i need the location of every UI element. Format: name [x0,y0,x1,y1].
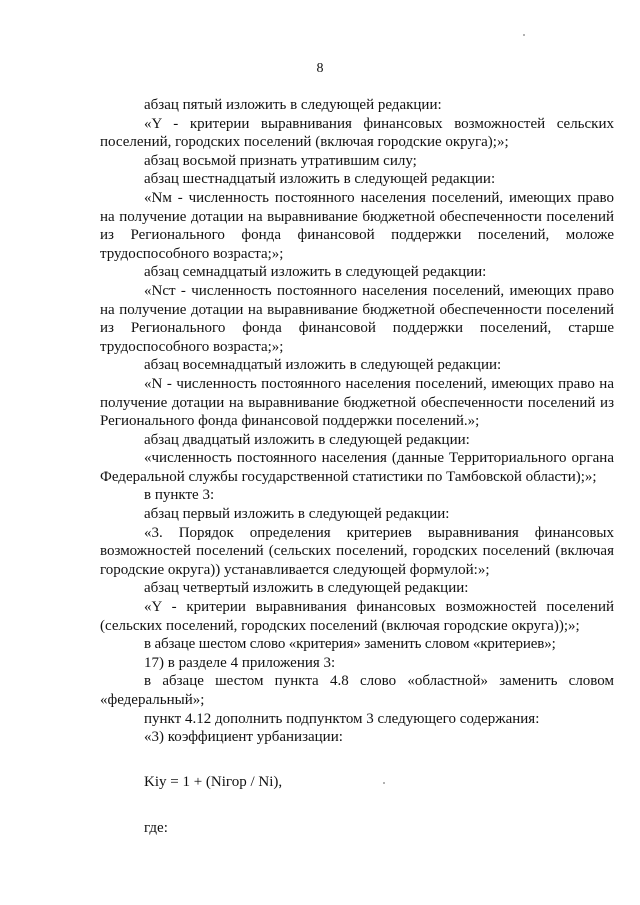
paragraph: пункт 4.12 дополнить подпунктом 3 следующего содержания: [144,710,540,727]
paragraph: абзац восемнадцатый изложить в следующей редакции: [144,357,502,374]
paragraph: «Y - критерии выравнивания финансовых возможностей сельских поселений, городских поселений (включая городские округа);»; [100,115,614,151]
paragraph: «3) коэффициент урбанизации: [144,729,343,746]
page-number: 8 [316,61,324,76]
paragraph: абзац шестнадцатый изложить в следующей редакции: [144,171,496,188]
paragraph: «3. Порядок определения критериев выравнивания финансовых возможностей поселений (сельских поселений, городских поселений (включая городские округа)) устанавливается следующей формулой:»; [100,524,614,578]
paragraph: абзац первый изложить в следующей редакции: [144,506,450,523]
paragraph: 17) в разделе 4 приложения 3: [144,654,336,671]
paragraph: абзац четвертый изложить в следующей редакции: [144,580,469,597]
paragraph: «Nст - численность постоянного населения поселений, имеющих право на получение дотации на выравнивание бюджетной обеспеченности поселений из Регионального фонда финансовой поддержки поселений, старше трудоспособного возраста;»; [100,282,614,355]
document-body [100,96,614,838]
paragraph: «Y - критерии выравнивания финансовых возможностей поселений (сельских поселений, городских поселений (включая городские округа));»; [100,599,614,634]
paragraph: в абзаце шестом пункта 4.8 слово «областной» заменить словом «федеральный»; [100,673,614,708]
paragraph: абзац двадцатый изложить в следующей редакции: [144,431,470,448]
scan-speck [383,782,385,784]
paragraph: в пункте 3: [144,487,215,504]
where-label: где: [144,820,168,837]
paragraph: абзац восьмой признать утратившим силу; [144,152,417,169]
paragraph: «Nм - численность постоянного населения поселений, имеющих право на получение дотации на выравнивание бюджетной обеспеченности поселений из Регионального фонда финансовой поддержки поселений, моложе трудоспособного возраста;»; [100,189,614,262]
paragraph: «N - численность постоянного населения поселений, имеющих право на получение дотации на выравнивание бюджетной обеспеченности поселений из Регионального фонда финансовой поддержки поселений.»; [100,375,614,430]
urbanization-formula: Kiу = 1 + (Niгор / Ni), [144,773,283,790]
paragraph: в абзаце шестом слово «критерия» заменить словом «критериев»; [144,636,556,653]
paragraph: абзац семнадцатый изложить в следующей редакции: [144,264,487,281]
scan-speck [523,34,525,36]
paragraph: абзац пятый изложить в следующей редакции: [144,97,442,113]
paragraph: «численность постоянного населения (данные Территориального органа Федеральной службы государственной статистики по Тамбовской области);»; [100,450,614,485]
